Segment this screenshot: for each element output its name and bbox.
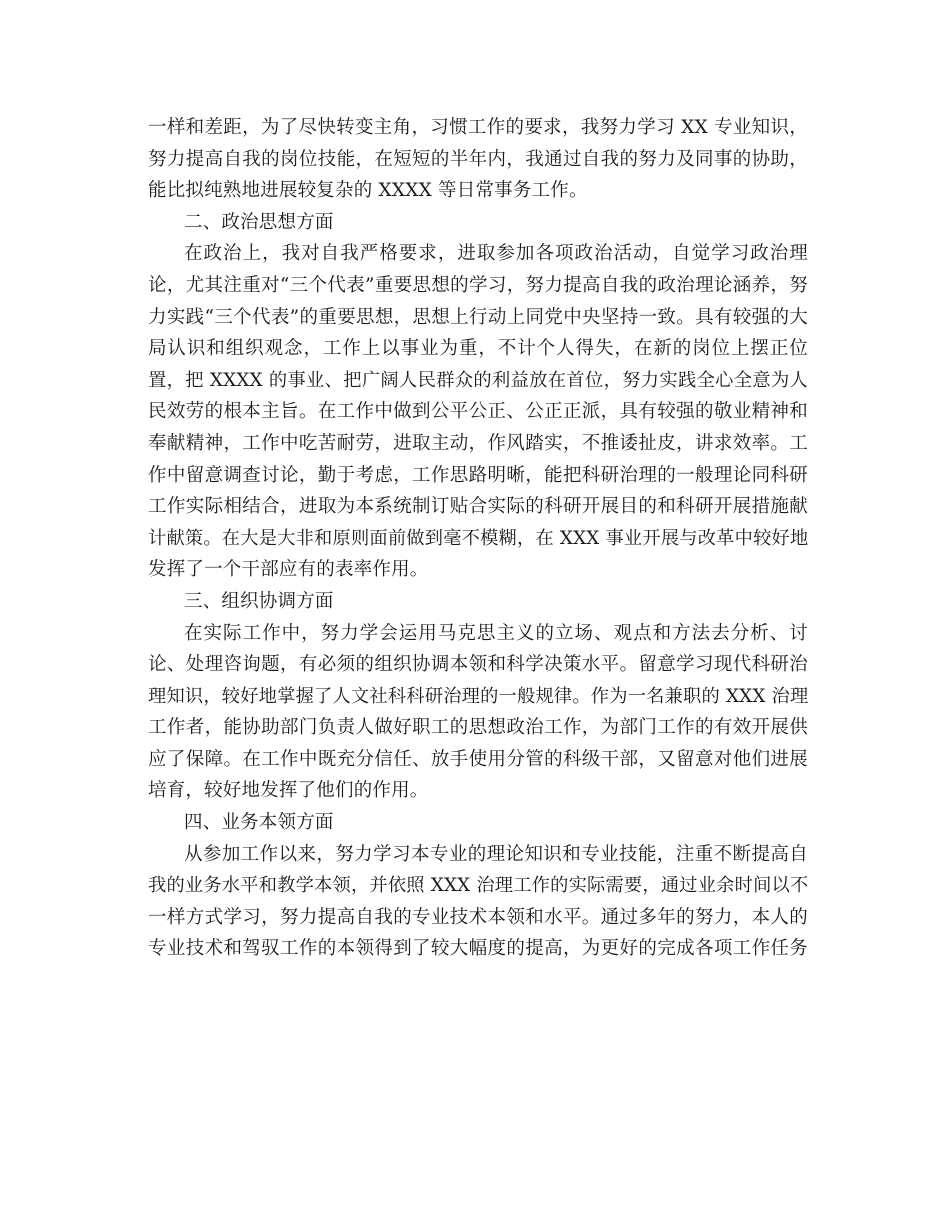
- text-line: 奉献精神，工作中吃苦耐劳，进取主动，作风踏实，不推诿扯皮，讲求效率。工: [148, 432, 808, 454]
- paragraph-first-line: 在政治上，我对自我严格要求，进取参加各项政治活动，自觉学习政治理: [184, 243, 808, 265]
- text-line: 发挥了一个干部应有的表率作用。: [148, 559, 429, 581]
- section-heading: 四、业务本领方面: [184, 812, 334, 834]
- text-line: 工作者，能协助部门负责人做好职工的思想政治工作，为部门工作的有效开展供: [148, 717, 808, 739]
- text-line: 置，把 XXXX 的事业、把广阔人民群众的利益放在首位，努力实践全心全意为人: [148, 369, 808, 391]
- text-line: 我的业务水平和教学本领，并依照 XXX 治理工作的实际需要，通过业余时间以不: [148, 875, 809, 897]
- text-line: 论，尤其注重对“三个代表”重要思想的学习，努力提高自我的政治理论涵养，努: [148, 274, 808, 296]
- text-line: 培育，较好地发挥了他们的作用。: [148, 780, 429, 802]
- text-line: 力实践“三个代表”的重要思想，思想上行动上同党中央坚持一致。具有较强的大: [148, 306, 808, 328]
- text-line: 计献策。在大是大非和原则面前做到毫不模糊，在 XXX 事业开展与改革中较好地: [148, 527, 809, 549]
- text-line: 应了保障。在工作中既充分信任、放手使用分管的科级干部，又留意对他们进展: [148, 748, 808, 770]
- text-line: 专业技术和驾驭工作的本领得到了较大幅度的提高，为更好的完成各项工作任务: [148, 938, 808, 960]
- text-line: 工作实际相结合，进取为本系统制订贴合实际的科研开展目的和科研开展措施献: [148, 496, 808, 518]
- text-line: 能比拟纯熟地进展较复杂的 XXXX 等日常事务工作。: [148, 180, 588, 202]
- text-line: 民效劳的根本主旨。在工作中做到公平公正、公正正派，具有较强的敬业精神和: [148, 401, 808, 423]
- text-line: 努力提高自我的岗位技能，在短短的半年内，我通过自我的努力及同事的协助，: [148, 148, 808, 170]
- paragraph-first-line: 在实际工作中，努力学会运用马克思主义的立场、观点和方法去分析、讨: [184, 622, 808, 644]
- text-line: 理知识，较好地掌握了人文社科科研治理的一般规律。作为一名兼职的 XXX 治理: [148, 685, 809, 707]
- text-line: 一样和差距，为了尽快转变主角，习惯工作的要求，我努力学习 XX 专业知识，: [148, 117, 808, 138]
- paragraph-first-line: 从参加工作以来，努力学习本专业的理论知识和专业技能，注重不断提高自: [184, 843, 808, 865]
- document-body: [148, 112, 808, 965]
- text-line: 作中留意调查讨论，勤于考虑，工作思路明晰，能把科研治理的一般理论同科研: [148, 464, 808, 486]
- text-line: 一样方式学习，努力提高自我的专业技术本领和水平。通过多年的努力，本人的: [148, 906, 808, 928]
- section-heading: 三、组织协调方面: [184, 590, 334, 612]
- text-line: 局认识和组织观念，工作上以事业为重，不计个人得失，在新的岗位上摆正位: [148, 338, 808, 360]
- text-line: 论、处理咨询题，有必须的组织协调本领和科学决策水平。留意学习现代科研治: [148, 654, 808, 676]
- section-heading: 二、政治思想方面: [184, 211, 334, 233]
